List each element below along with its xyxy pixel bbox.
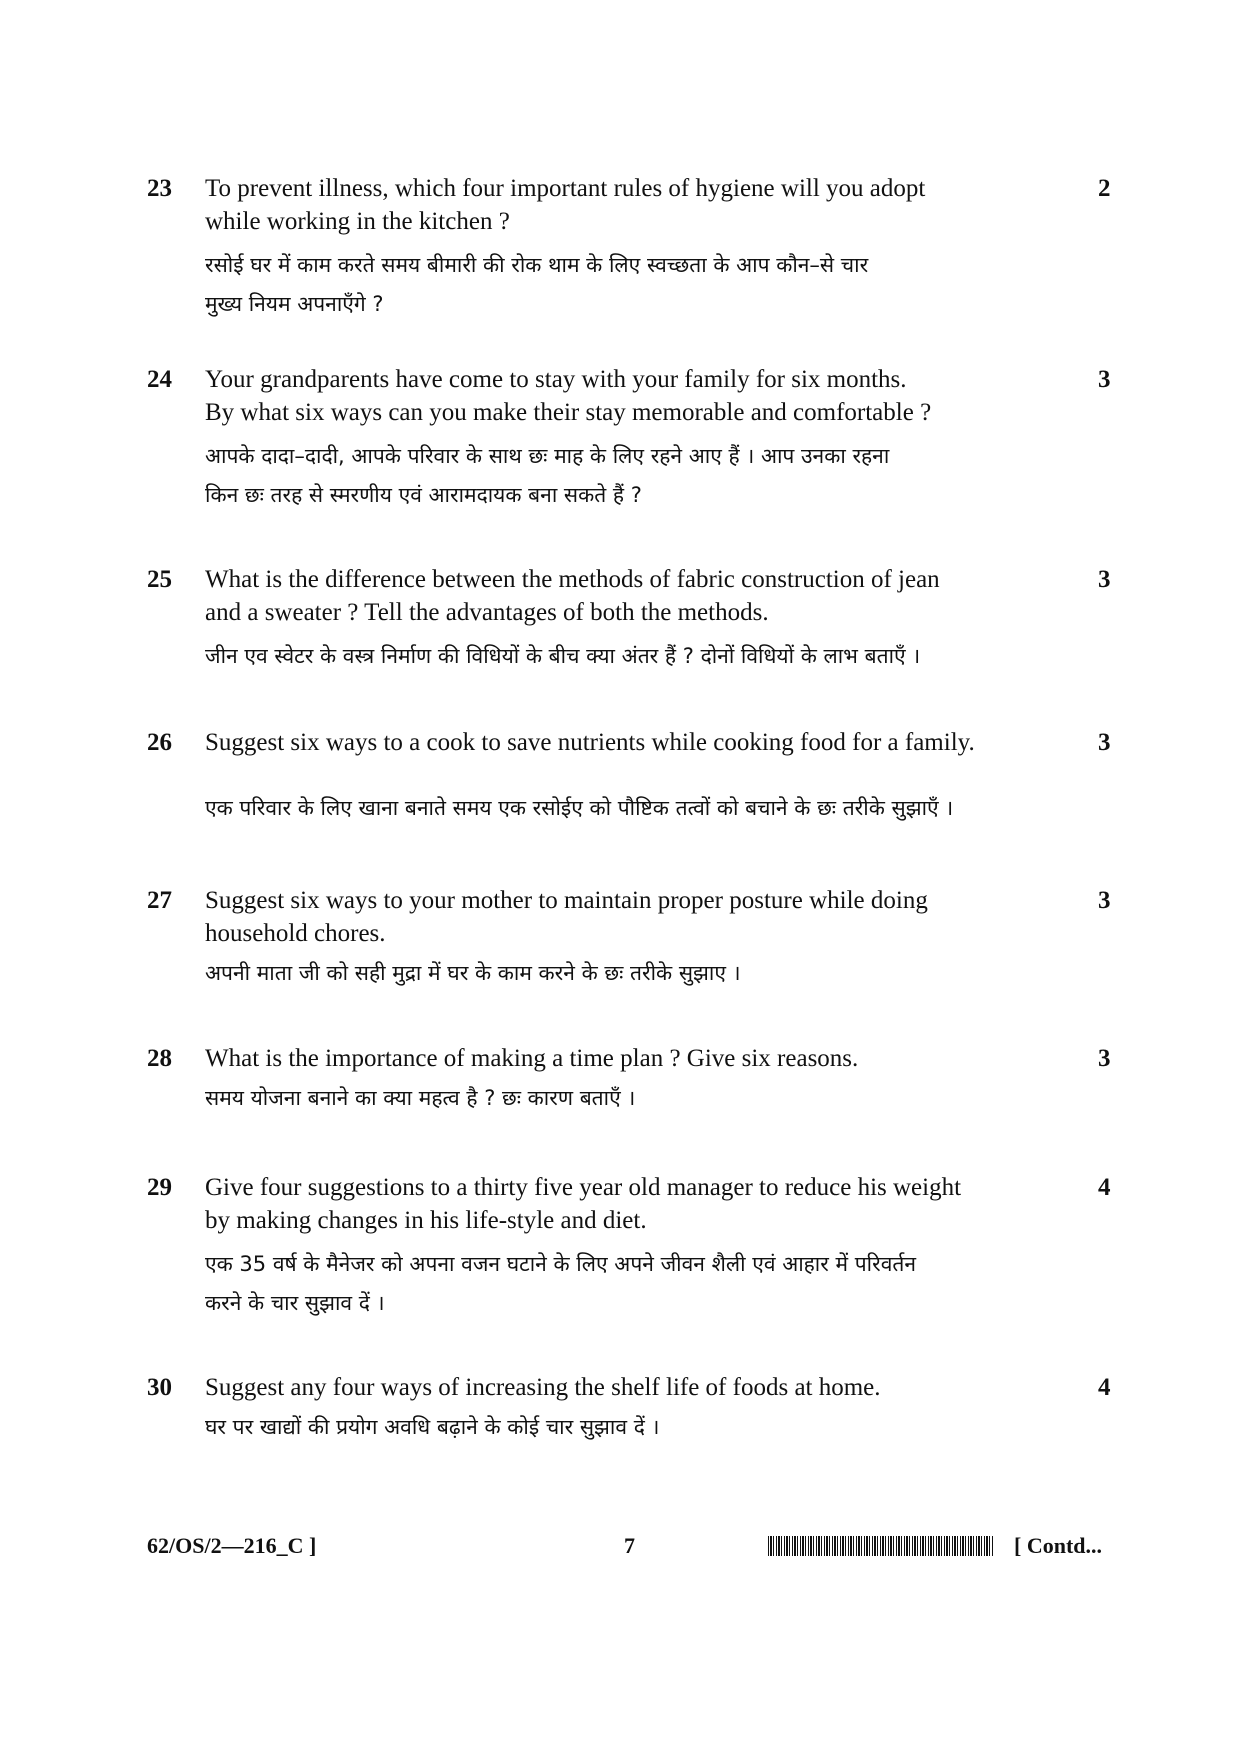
question-number: 25	[147, 566, 172, 593]
question-number: 27	[147, 887, 172, 914]
question-number: 28	[147, 1045, 172, 1072]
page-footer	[0, 1528, 1240, 1564]
question-text-english: Suggest six ways to your mother to maintain proper posture while doing	[205, 887, 928, 914]
question-number: 29	[147, 1174, 172, 1201]
barcode-image	[768, 1536, 994, 1556]
question-text-english: and a sweater ? Tell the advantages of both the methods.	[205, 599, 769, 626]
question-text-hindi: रसोई घर में काम करते समय बीमारी की रोक थाम के लिए स्वच्छता के आप कौन–से चार	[205, 253, 869, 277]
question-text-hindi: किन छः तरह से स्मरणीय एवं आरामदायक बना सकते हैं ?	[205, 483, 642, 507]
question-marks: 3	[1098, 1045, 1111, 1072]
question-number: 23	[147, 175, 172, 202]
question-text-english: household chores.	[205, 920, 386, 947]
question-body	[205, 563, 1085, 676]
continued-label: [ Contd...	[1014, 1533, 1103, 1558]
question-marks: 3	[1098, 566, 1111, 593]
question-marks: 3	[1098, 887, 1111, 914]
question-text-english: Your grandparents have come to stay with your family for six months.	[205, 366, 907, 393]
question-text-hindi: करने के चार सुझाव दें ।	[205, 1291, 385, 1315]
question-body	[205, 1371, 1085, 1447]
question-text-hindi: जीन एव स्वेटर के वस्त्र निर्माण की विधियों के बीच क्या अंतर हैं ? दोनों विधियों के लाभ बताएँ ।	[205, 644, 921, 668]
question-text-hindi: घर पर खाद्यों की प्रयोग अवधि बढ़ाने के कोई चार सुझाव दें ।	[205, 1415, 660, 1439]
question-number: 30	[147, 1374, 172, 1401]
question-number: 24	[147, 366, 172, 393]
question-text-hindi: आपके दादा–दादी, आपके परिवार के साथ छः माह के लिए रहने आए हैं । आप उनका रहना	[205, 444, 890, 468]
question-marks: 3	[1098, 729, 1111, 756]
question-text-hindi: अपनी माता जी को सही मुद्रा में घर के काम करने के छः तरीके सुझाए ।	[205, 961, 741, 985]
question-body	[205, 172, 1085, 324]
question-marks: 3	[1098, 366, 1111, 393]
question-text-english: by making changes in his life-style and diet.	[205, 1207, 647, 1234]
paper-code: 62/OS/2—216_C ]	[147, 1533, 317, 1558]
page-number: 7	[624, 1533, 635, 1558]
question-body	[205, 726, 1085, 828]
question-text-english: To prevent illness, which four important rules of hygiene will you adopt	[205, 175, 926, 202]
question-text-english: while working in the kitchen ?	[205, 208, 510, 235]
question-text-english: What is the difference between the methods of fabric construction of jean	[205, 566, 940, 593]
question-text-hindi: एक परिवार के लिए खाना बनाते समय एक रसोईए को पौष्टिक तत्वों को बचाने के छः तरीके सुझाएँ ।	[205, 796, 954, 820]
question-body	[205, 884, 1085, 993]
question-body	[205, 363, 1085, 515]
question-text-english: Give four suggestions to a thirty five year old manager to reduce his weight	[205, 1174, 962, 1201]
question-text-english: Suggest any four ways of increasing the shelf life of foods at home.	[205, 1374, 881, 1401]
question-marks: 2	[1098, 175, 1111, 202]
question-text-hindi: एक 35 वर्ष के मैनेजर को अपना वजन घटाने के लिए अपने जीवन शैली एवं आहार में परिवर्तन	[205, 1252, 917, 1276]
question-text-hindi: समय योजना बनाने का क्या महत्व है ? छः कारण बताएँ ।	[205, 1086, 636, 1110]
question-number: 26	[147, 729, 172, 756]
question-body	[205, 1171, 1085, 1323]
question-text-english: Suggest six ways to a cook to save nutrients while cooking food for a family.	[205, 729, 975, 756]
question-marks: 4	[1098, 1374, 1111, 1401]
question-text-english: By what six ways can you make their stay memorable and comfortable ?	[205, 399, 932, 426]
question-marks: 4	[1098, 1174, 1111, 1201]
question-text-hindi: मुख्य नियम अपनाएँगे ?	[205, 292, 384, 316]
question-body	[205, 1042, 1085, 1118]
question-text-english: What is the importance of making a time plan ? Give six reasons.	[205, 1045, 859, 1072]
